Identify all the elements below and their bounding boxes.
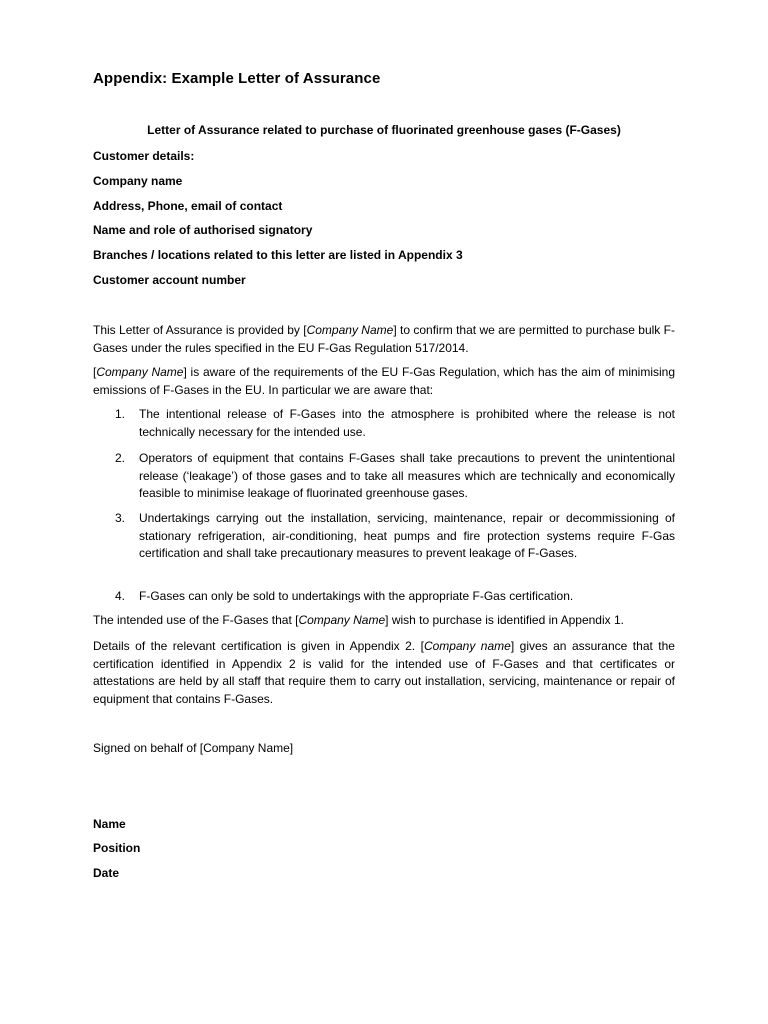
para4-text: Details of the relevant certification is given in Appendix 2. [ [93,639,424,653]
para1-text: ] to confirm that we are permitted to purchase bulk F-Gases under the rules specified in the EU F-Gas Regulation 517/2014. [93,323,675,355]
company-name-placeholder: Company name [423,639,511,653]
contact-field: Address, Phone, email of contact [93,199,283,213]
company-name-placeholder: Company Name [298,613,386,627]
company-name-placeholder: Company Name [96,365,184,379]
list-item [93,450,675,503]
company-name-placeholder: Company Name [306,323,394,337]
list-item-text: F-Gases can only be sold to undertakings with the appropriate F-Gas certification. [139,589,574,603]
branches-field: Branches / locations related to this letter are listed in Appendix 3 [93,248,463,262]
signature-name-field: Name [93,817,126,831]
signature-date-field: Date [93,866,120,880]
list-item [93,406,675,441]
para4-text: ] gives an assurance that the certification identified in Appendix 2 is valid for the intended use of F-Gases and that certificates or attestations are held by all staff that require them to carry out installation, servicing, maintenance or repair of equipment that contains F-Gases. [93,639,675,706]
list-item-text: Operators of equipment that contains F-Gases shall take precautions to prevent the unintentional release (‘leakage’) of those gases and to take all measures which are technically and economically feasible to minimise leakage of fluorinated greenhouse gases. [139,451,675,500]
signatory-field: Name and role of authorised signatory [93,223,313,237]
list-number: 3. [115,511,126,525]
paragraph-4 [93,638,675,708]
para3-text: ] wish to purchase is identified in Appendix 1. [385,613,624,627]
signed-on-behalf-line: Signed on behalf of [Company Name] [93,741,294,755]
appendix-heading: Appendix: Example Letter of Assurance [93,70,381,87]
company-name-field: Company name [93,174,183,188]
account-number-field: Customer account number [93,273,246,287]
list-item [93,510,675,563]
list-item [93,588,675,606]
para1-text: This Letter of Assurance is provided by [ [93,323,307,337]
customer-details-label: Customer details: [93,149,195,163]
para3-text: The intended use of the F-Gases that [ [93,613,299,627]
para2-text: ] is aware of the requirements of the EU F-Gas Regulation, which has the aim of minimising emissions of F-Gases in the EU. In particular we are aware that: [93,365,675,397]
list-number: 1. [115,407,126,421]
signature-position-field: Position [93,841,141,855]
paragraph-1 [93,322,675,357]
paragraph-3 [93,612,675,630]
list-number: 4. [115,589,126,603]
list-number: 2. [115,451,126,465]
list-item-text: Undertakings carrying out the installation, servicing, maintenance, repair or decommissioning of stationary refrigeration, air-conditioning, heat pumps and fire protection systems require F-Gas certification and shall take precautionary measures to prevent leakage of F-Gases. [139,511,675,560]
para2-text: [ [93,365,97,379]
letter-subtitle: Letter of Assurance related to purchase of fluorinated greenhouse gases (F-Gases) [147,123,621,137]
paragraph-2 [93,364,675,399]
list-item-text: The intentional release of F-Gases into the atmosphere is prohibited where the release is not technically necessary for the intended use. [139,407,675,439]
